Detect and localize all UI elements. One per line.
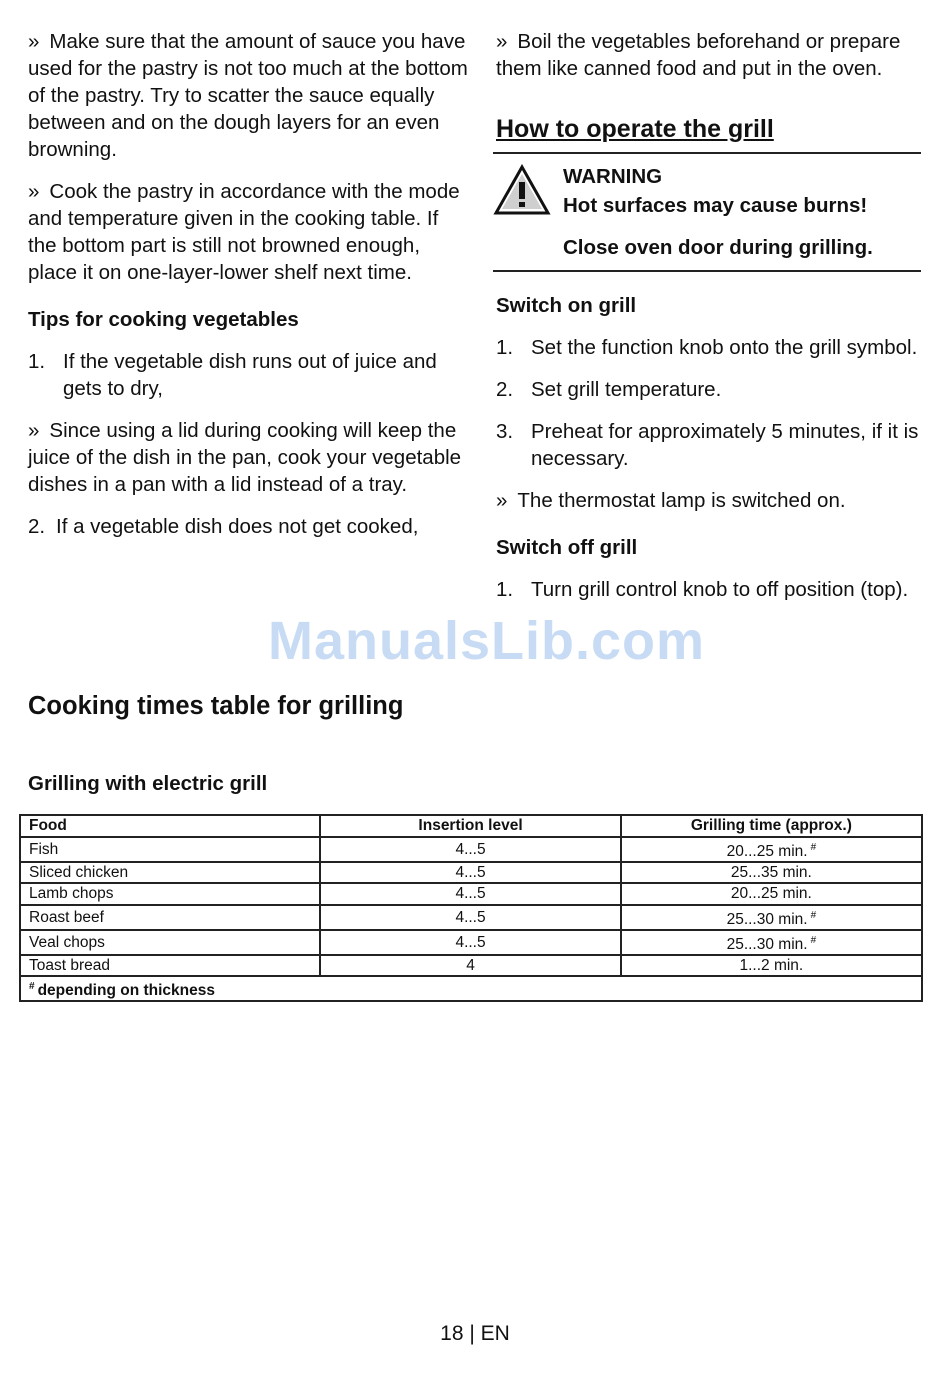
table-header-row xyxy=(20,815,922,837)
footnote-text: depending on thickness xyxy=(37,982,215,999)
right-column xyxy=(496,28,921,618)
cell-time xyxy=(621,862,922,884)
cell-level: 4...5 xyxy=(320,837,620,862)
cell-food: Lamb chops xyxy=(20,883,320,905)
list-item xyxy=(496,418,921,472)
cell-time xyxy=(621,955,922,977)
cell-level: 4...5 xyxy=(320,883,620,905)
paragraph-lid: » Since using a lid during cooking will keep the juice of the dish in the pan, cook your vegetable dishes in a pan with a lid instead of a tray. xyxy=(28,417,468,498)
table-row xyxy=(20,905,922,930)
cell-food: Fish xyxy=(20,837,320,862)
table-row xyxy=(20,862,922,884)
list-item xyxy=(496,576,921,603)
left-column xyxy=(28,28,468,555)
list-text: Preheat for approximately 5 minutes, if it is necessary. xyxy=(531,420,919,470)
footnote-mark: # xyxy=(29,981,35,992)
tips-vegetables-heading: Tips for cooking vegetables xyxy=(28,308,299,331)
list-item xyxy=(28,513,468,540)
grill-heading: How to operate the grill xyxy=(496,115,774,143)
subsection-title: Grilling with electric grill xyxy=(28,772,268,795)
cell-time xyxy=(621,905,922,930)
footnote-mark: # xyxy=(810,934,817,946)
list-number: 2. xyxy=(496,378,514,401)
warning-burns: Hot surfaces may cause burns! xyxy=(563,194,868,217)
switch-off-heading: Switch off grill xyxy=(496,536,638,559)
cell-level: 4 xyxy=(320,955,620,977)
list-text: Turn grill control knob to off position (top). xyxy=(531,578,909,601)
watermark: ManualsLib.com xyxy=(268,611,706,671)
footnote-mark: # xyxy=(810,841,817,853)
time-value: 20...25 min. xyxy=(726,842,808,860)
list-number: 3. xyxy=(496,420,514,443)
list-number: 2. xyxy=(28,515,46,538)
table-footnote-row xyxy=(20,976,922,1001)
cell-food: Toast bread xyxy=(20,955,320,977)
warning-text xyxy=(563,162,921,262)
table-row xyxy=(20,883,922,905)
table-footnote xyxy=(20,976,922,1001)
cell-level: 4...5 xyxy=(320,930,620,955)
list-text: Set grill temperature. xyxy=(531,378,722,401)
paragraph-boil-vegetables: » Boil the vegetables beforehand or prepare them like canned food and put in the oven. xyxy=(496,28,921,82)
table-row xyxy=(20,837,922,862)
list-number: 1. xyxy=(28,350,46,373)
warning-triangle-icon xyxy=(493,162,563,262)
grilling-times-table xyxy=(19,814,923,1002)
time-value: 1...2 min. xyxy=(739,956,804,974)
time-value: 25...30 min. xyxy=(726,910,808,928)
list-item xyxy=(496,376,921,403)
list-number: 1. xyxy=(496,336,514,359)
list-number: 1. xyxy=(496,578,514,601)
list-item xyxy=(28,348,468,402)
switch-on-heading: Switch on grill xyxy=(496,294,637,317)
time-value: 25...35 min. xyxy=(730,863,812,881)
cell-food: Roast beef xyxy=(20,905,320,930)
cell-level: 4...5 xyxy=(320,862,620,884)
list-item xyxy=(496,334,921,361)
cell-time xyxy=(621,837,922,862)
table-row xyxy=(20,930,922,955)
warning-close-door: Close oven door during grilling. xyxy=(563,236,873,259)
cell-time xyxy=(621,930,922,955)
cell-food: Veal chops xyxy=(20,930,320,955)
paragraph-sauce: » Make sure that the amount of sauce you have used for the pastry is not too much at the bottom of the pastry. Try to scatter the sauce equally between and on the dough layers for an even browning. xyxy=(28,28,468,163)
list-text: If the vegetable dish runs out of juice and gets to dry, xyxy=(63,350,437,400)
header-grilling-time: Grilling time (approx.) xyxy=(621,815,922,837)
paragraph-cook-pastry: » Cook the pastry in accordance with the mode and temperature given in the cooking table. If the bottom part is still not browned enough, place it on one-layer-lower shelf next time. xyxy=(28,178,468,286)
table-row xyxy=(20,955,922,977)
cell-level: 4...5 xyxy=(320,905,620,930)
warning-box xyxy=(493,152,921,272)
cell-time xyxy=(621,883,922,905)
page-number: 18 | EN xyxy=(440,1322,510,1345)
footnote-mark: # xyxy=(810,909,817,921)
header-insertion-level: Insertion level xyxy=(320,815,620,837)
warning-title: WARNING xyxy=(563,165,663,188)
list-text: If a vegetable dish does not get cooked, xyxy=(56,515,419,538)
section-title: Cooking times table for grilling xyxy=(28,692,404,720)
cell-food: Sliced chicken xyxy=(20,862,320,884)
header-food: Food xyxy=(20,815,320,837)
time-value: 25...30 min. xyxy=(726,935,808,953)
time-value: 20...25 min. xyxy=(730,885,812,903)
list-text: Set the function knob onto the grill symbol. xyxy=(531,336,918,359)
paragraph-thermostat: » The thermostat lamp is switched on. xyxy=(496,487,921,514)
